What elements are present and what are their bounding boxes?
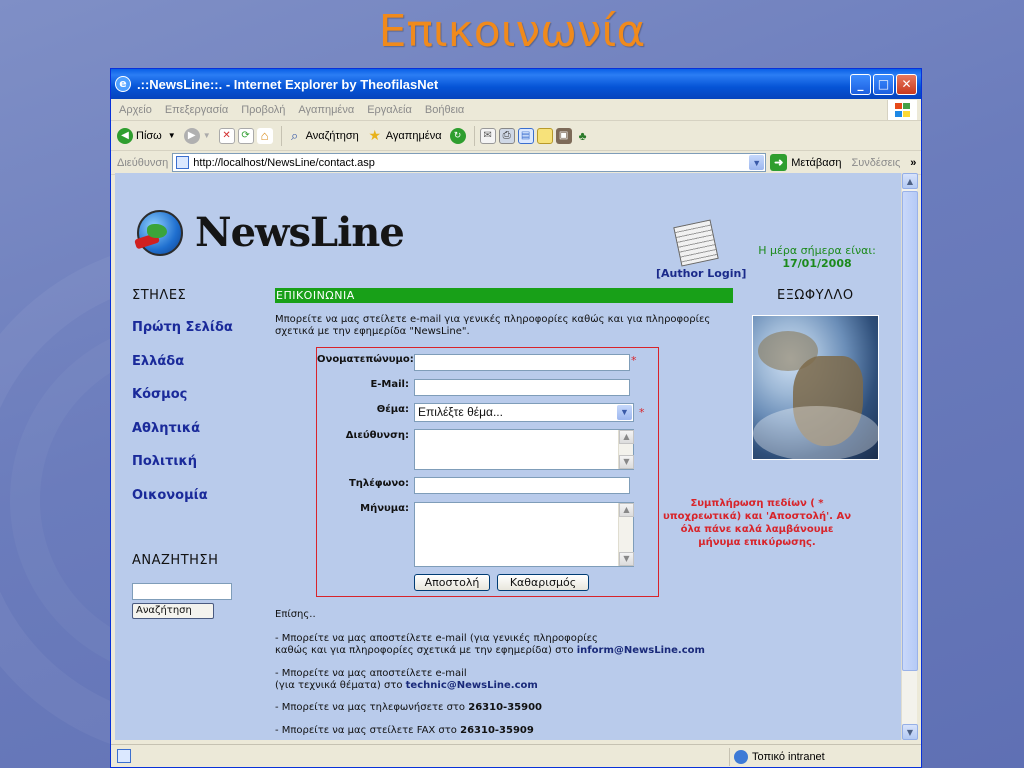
required-mark: * bbox=[639, 406, 645, 419]
nav-link-economy[interactable]: Οικονομία bbox=[132, 488, 208, 503]
dropdown-arrow-icon[interactable]: ▼ bbox=[202, 131, 211, 140]
window-title: .::NewsLine::. - Internet Explorer by TheofilasNet bbox=[137, 76, 439, 92]
nav-link-greece[interactable]: Ελλάδα bbox=[132, 354, 185, 369]
star-icon: ★ bbox=[368, 127, 382, 143]
scroll-up-icon[interactable]: ▲ bbox=[619, 430, 634, 444]
page-scrollbar[interactable] bbox=[901, 173, 917, 740]
address-label: Διεύθυνση: bbox=[345, 430, 409, 441]
required-mark: * bbox=[631, 354, 637, 367]
author-login-link[interactable]: [Author Login] bbox=[656, 267, 747, 280]
maximize-button[interactable]: □ bbox=[873, 74, 894, 95]
go-button[interactable] bbox=[770, 154, 841, 171]
toolbar-separator bbox=[281, 126, 282, 146]
security-zone bbox=[729, 748, 825, 766]
contact-form bbox=[316, 347, 659, 597]
footer-line1a: - Μπορείτε να μας αποστείλετε e-mail (για γενικές πληροφορίες bbox=[275, 633, 598, 644]
cover-image[interactable] bbox=[752, 315, 879, 460]
messenger-icon[interactable]: ♣ bbox=[578, 128, 587, 143]
title-bar[interactable] bbox=[111, 69, 921, 99]
scroll-down-icon[interactable]: ▼ bbox=[902, 724, 918, 740]
zone-label: Τοπικό intranet bbox=[752, 751, 825, 763]
footer-phone-number: 26310-35900 bbox=[468, 702, 542, 713]
status-bar bbox=[111, 744, 922, 768]
chevron-down-icon[interactable]: ▼ bbox=[749, 155, 764, 170]
nav-link-home[interactable]: Πρώτη Σελίδα bbox=[132, 320, 233, 335]
menu-view[interactable]: Προβολή bbox=[241, 103, 286, 116]
scroll-up-icon[interactable]: ▲ bbox=[902, 173, 918, 189]
address-label: Διεύθυνση bbox=[117, 156, 169, 169]
close-button[interactable]: ✕ bbox=[896, 74, 917, 95]
footer-line1b-text: καθώς και για πληροφορίες σχετικά με την εφημερίδα) στο bbox=[275, 645, 574, 656]
search-heading: ΑΝΑΖΗΤΗΣΗ bbox=[132, 553, 219, 568]
footer-line2a: - Μπορείτε να μας αποστείλετε e-mail bbox=[275, 668, 467, 679]
subject-label: Θέμα: bbox=[376, 404, 409, 415]
address-input[interactable] bbox=[172, 153, 766, 172]
address-field[interactable] bbox=[414, 429, 634, 470]
forward-arrow-icon: ▶ bbox=[184, 128, 200, 144]
intranet-zone-icon bbox=[734, 750, 748, 764]
nav-link-sports[interactable]: Αθλητικά bbox=[132, 421, 201, 436]
go-label: Μετάβαση bbox=[791, 156, 842, 169]
history-icon[interactable]: ↻ bbox=[450, 128, 466, 144]
cover-heading: ΕΞΩΦΥΛΛΟ bbox=[777, 288, 854, 303]
message-field[interactable] bbox=[414, 502, 634, 567]
footer-phone-line bbox=[275, 702, 542, 714]
scrollbar-thumb[interactable] bbox=[902, 191, 918, 671]
scroll-down-icon[interactable]: ▼ bbox=[619, 455, 634, 469]
toolbar-separator bbox=[474, 126, 475, 146]
date-label: Η μέρα σήμερα είναι: bbox=[758, 244, 876, 257]
print-icon[interactable]: ⎙ bbox=[499, 128, 515, 144]
search-input[interactable] bbox=[132, 583, 232, 600]
name-field[interactable] bbox=[414, 354, 630, 371]
favorites-button[interactable] bbox=[367, 128, 442, 144]
chevron-down-icon[interactable]: ▼ bbox=[617, 405, 632, 420]
scrollbar[interactable] bbox=[618, 430, 633, 469]
footer-also: Επίσης.. bbox=[275, 609, 316, 620]
form-note: Συμπλήρωση πεδίων ( * υποχρεωτικά) και 'Αποστολή'. Αν όλα πάνε καλά λαμβάνουμε μήνυμα επικύρωσης. bbox=[662, 498, 852, 548]
subject-select[interactable] bbox=[414, 403, 634, 422]
phone-field[interactable] bbox=[414, 477, 630, 494]
search-label: Αναζήτηση bbox=[305, 129, 359, 142]
message-label: Μήνυμα: bbox=[360, 503, 409, 514]
globe-icon bbox=[137, 210, 183, 256]
windows-logo-icon bbox=[887, 100, 917, 120]
back-button[interactable] bbox=[117, 128, 176, 144]
links-more[interactable]: » bbox=[910, 156, 917, 169]
footer-line1b bbox=[275, 645, 705, 657]
scroll-up-icon[interactable]: ▲ bbox=[619, 503, 634, 517]
footer-fax-line bbox=[275, 725, 534, 737]
research-icon[interactable]: ▣ bbox=[556, 128, 572, 144]
nav-link-world[interactable]: Κόσμος bbox=[132, 387, 188, 402]
scrollbar[interactable] bbox=[618, 503, 633, 566]
browser-window bbox=[110, 68, 922, 768]
page-content bbox=[115, 173, 901, 740]
forward-button[interactable] bbox=[184, 128, 211, 144]
columns-heading: ΣΤΗΛΕΣ bbox=[132, 288, 187, 303]
back-arrow-icon: ◀ bbox=[117, 128, 133, 144]
site-logo[interactable] bbox=[137, 209, 404, 256]
page-icon bbox=[176, 156, 189, 169]
footer-phone-text: - Μπορείτε να μας τηλεφωνήσετε στο bbox=[275, 702, 466, 713]
menu-favorites[interactable]: Αγαπημένα bbox=[298, 103, 355, 116]
email-label: E-Mail: bbox=[370, 379, 409, 390]
go-arrow-icon: ➜ bbox=[770, 154, 787, 171]
address-url: http://localhost/NewsLine/contact.asp bbox=[193, 156, 375, 169]
search-button[interactable] bbox=[287, 128, 359, 144]
search-icon: ⌕ bbox=[290, 127, 299, 143]
reset-button[interactable]: Καθαρισμός bbox=[497, 574, 589, 591]
footer-fax-text: - Μπορείτε να μας στείλετε FAX στο bbox=[275, 725, 457, 736]
intro-text: Μπορείτε να μας στείλετε e-mail για γενικές πληροφορίες καθώς και για πληροφορίες σχετικά με την εφημερίδα "NewsLine". bbox=[275, 314, 711, 337]
page-status-icon bbox=[117, 749, 131, 763]
name-label: Ονοματεπώνυμο: bbox=[317, 354, 414, 365]
slide-title: Επικοινωνία bbox=[378, 6, 646, 57]
favorites-label: Αγαπημένα bbox=[385, 129, 442, 142]
menu-help[interactable]: Βοήθεια bbox=[424, 103, 465, 116]
stop-icon[interactable]: ✕ bbox=[219, 128, 235, 144]
ie-logo-icon: e bbox=[115, 76, 131, 92]
section-title: ΕΠΙΚΟΙΝΩΝΙΑ bbox=[275, 288, 733, 303]
back-label: Πίσω bbox=[136, 129, 162, 142]
phone-label: Τηλέφωνο: bbox=[348, 478, 409, 489]
footer-line2b bbox=[275, 680, 538, 692]
dropdown-arrow-icon[interactable]: ▼ bbox=[167, 131, 176, 140]
footer-line2b-text: (για τεχνικά θέματα) στο bbox=[275, 680, 403, 691]
submit-button[interactable]: Αποστολή bbox=[414, 574, 490, 591]
address-bar bbox=[111, 151, 921, 175]
discuss-icon[interactable] bbox=[537, 128, 553, 144]
date-value: 17/01/2008 bbox=[782, 257, 852, 270]
menu-edit[interactable]: Επεξεργασία bbox=[164, 103, 229, 116]
home-icon[interactable]: ⌂ bbox=[257, 128, 273, 144]
toolbar bbox=[111, 121, 921, 151]
scroll-down-icon[interactable]: ▼ bbox=[619, 552, 634, 566]
email-field[interactable] bbox=[414, 379, 630, 396]
refresh-icon[interactable]: ⟳ bbox=[238, 128, 254, 144]
links-label[interactable]: Συνδέσεις bbox=[851, 156, 901, 169]
email-link-inform[interactable]: inform@NewsLine.com bbox=[576, 645, 705, 656]
newspaper-icon[interactable] bbox=[673, 219, 718, 266]
menu-tools[interactable]: Εργαλεία bbox=[367, 103, 412, 116]
menu-bar bbox=[111, 99, 921, 121]
subject-value: Επιλέξτε θέμα... bbox=[418, 405, 503, 419]
menu-file[interactable]: Αρχείο bbox=[119, 103, 152, 116]
search-submit-button[interactable]: Αναζήτηση bbox=[132, 603, 214, 619]
footer-fax-number: 26310-35909 bbox=[460, 725, 534, 736]
email-link-technic[interactable]: technic@NewsLine.com bbox=[405, 680, 538, 691]
logo-text: NewsLine bbox=[195, 209, 404, 256]
nav-link-politics[interactable]: Πολιτική bbox=[132, 454, 197, 469]
edit-icon[interactable]: ▤ bbox=[518, 128, 534, 144]
mail-icon[interactable]: ✉ bbox=[480, 128, 496, 144]
minimize-button[interactable]: _ bbox=[850, 74, 871, 95]
